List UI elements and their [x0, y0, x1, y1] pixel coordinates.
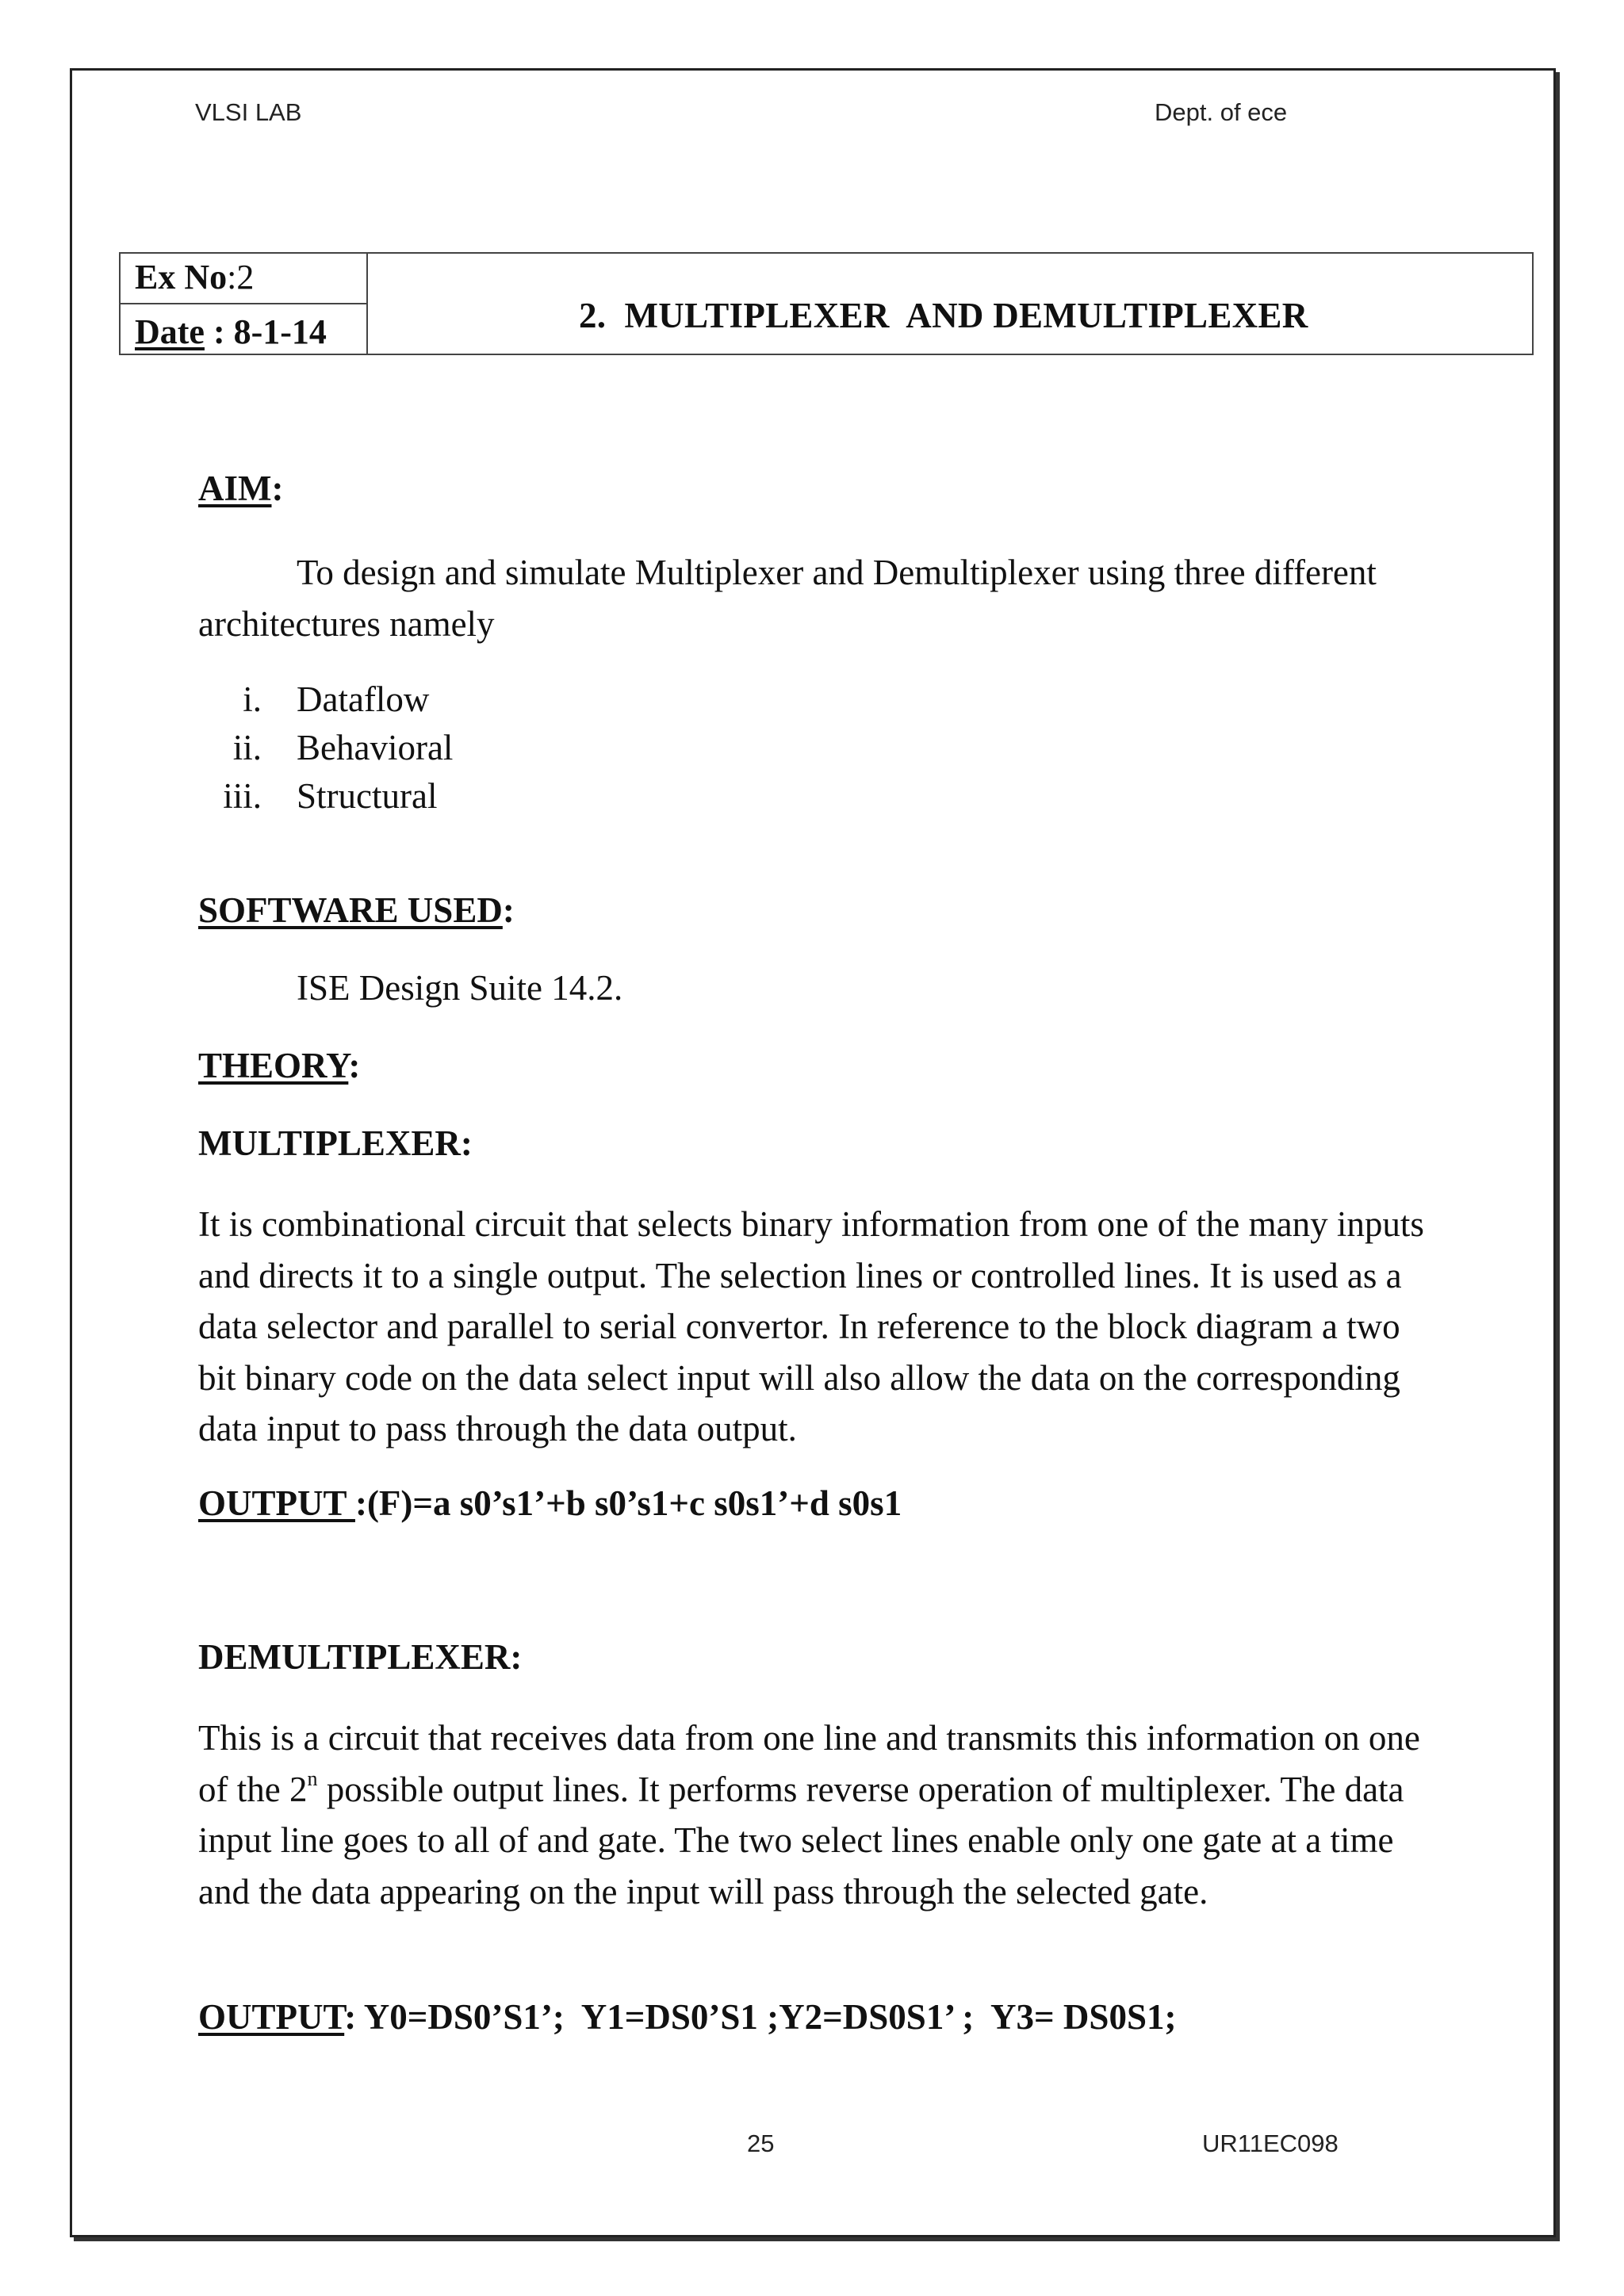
software-heading-colon: :	[502, 890, 515, 930]
demultiplexer-text-part1: This is a circuit that receives data from one line and transmits this information on one of the 2	[198, 1718, 1420, 1809]
date-row	[121, 304, 366, 355]
demultiplexer-output	[198, 1996, 1176, 2038]
demultiplexer-output-label: OUTPUT	[198, 1997, 345, 2037]
aim-heading-text: AIM	[198, 469, 272, 508]
header-department: Dept. of ece	[1155, 98, 1288, 126]
ex-no-value: :2	[227, 258, 255, 297]
list-item-number: ii.	[232, 728, 262, 767]
aim-heading	[198, 468, 283, 509]
list-item-text: Behavioral	[297, 728, 454, 767]
ex-no-label: Ex No	[135, 258, 228, 297]
date-label: Date	[135, 312, 205, 351]
aim-text: To design and simulate Multiplexer and Demultiplexer using three different architectures namely	[198, 553, 1377, 644]
ex-no-row	[121, 254, 366, 304]
software-heading	[198, 890, 515, 931]
theory-heading-text: THEORY	[198, 1046, 349, 1085]
multiplexer-output-formula: :(F)=a s0’s1’+b s0’s1+c s0s1’+d s0s1	[354, 1483, 902, 1523]
list-item-text: Dataflow	[297, 679, 430, 719]
list-item-number: i.	[243, 679, 262, 719]
aim-heading-colon: :	[271, 469, 284, 508]
demultiplexer-output-formula: : Y0=DS0’S1’; Y1=DS0’S1 ;Y2=DS0S1’ ; Y3= DS0S1;	[344, 1997, 1177, 2037]
multiplexer-heading: MULTIPLEXER:	[198, 1123, 473, 1163]
multiplexer-text: It is combinational circuit that selects binary information from one of the many inputs and directs it to a single output. The selection lines or controlled lines. It is used as a data selector and parallel to serial convertor. In reference to the block diagram a two bit binary code on the data select input will also allow the data on the corresponding data input to pass through the data output.	[198, 1204, 1424, 1448]
experiment-info-cell	[121, 254, 368, 354]
multiplexer-output	[198, 1483, 902, 1524]
header-lab-name: VLSI LAB	[195, 98, 302, 126]
software-heading-text: SOFTWARE USED	[198, 890, 503, 930]
multiplexer-output-label: OUTPUT	[198, 1483, 355, 1523]
demultiplexer-text-part2: possible output lines. It performs reverse operation of multiplexer. The data input line goes to all of and gate. The two select lines enable only one gate at a time and the data appearing on the input will pass through the selected gate.	[198, 1769, 1404, 1911]
list-item-text: Structural	[297, 776, 438, 816]
date-value: : 8-1-14	[204, 312, 327, 351]
power-exponent: n	[307, 1766, 318, 1790]
software-text: ISE Design Suite 14.2.	[297, 968, 623, 1008]
page-number: 25	[747, 2130, 775, 2157]
experiment-title: 2. MULTIPLEXER AND DEMULTIPLEXER	[579, 296, 1308, 335]
experiment-title-table	[119, 252, 1534, 355]
list-item-number: iii.	[223, 776, 262, 816]
theory-heading	[198, 1045, 360, 1086]
experiment-title-cell	[368, 254, 1532, 354]
demultiplexer-heading: DEMULTIPLEXER:	[198, 1637, 523, 1677]
theory-heading-colon: :	[348, 1046, 361, 1085]
student-id: UR11EC098	[1202, 2130, 1339, 2157]
demultiplexer-text	[198, 1712, 1435, 1917]
